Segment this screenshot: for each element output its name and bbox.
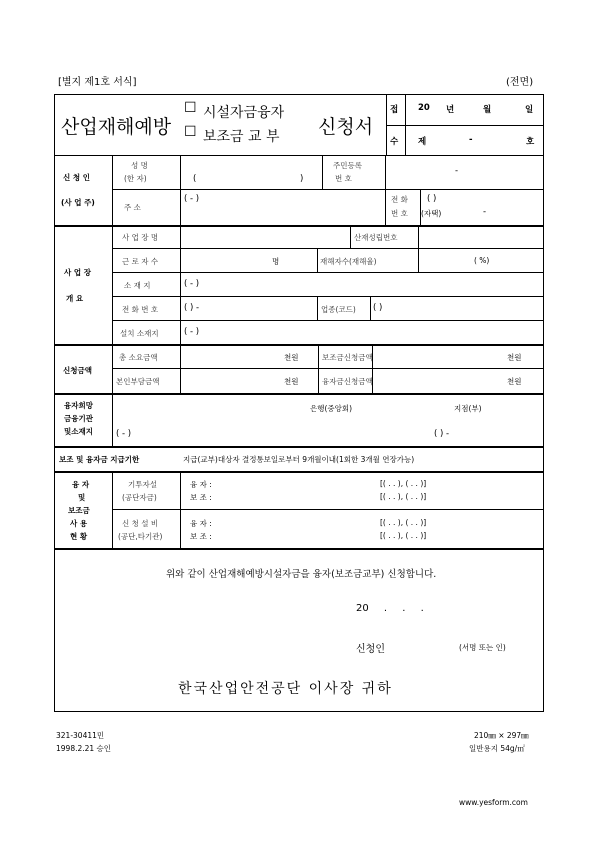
divider [385,155,386,189]
addressee: 한국산업안전공단 이사장 귀하 [178,681,393,697]
receipt-month-label: 월 [483,105,492,115]
divider [180,471,181,548]
divider [54,155,544,156]
status-section-label-2: 및 [78,493,86,502]
form-side: (전면) [506,77,534,88]
existing-investment-label: 기투자설 [128,480,157,489]
requested-facility-sub: (공단,타기관) [118,532,163,541]
bank-branch-label: 지점(부) [454,404,482,413]
receipt-day-label: 일 [525,105,534,115]
form-number: [별지 제1호 서식] [58,77,137,88]
total-cost-unit: 천원 [284,353,299,362]
divider [386,94,387,155]
id-number-label: 주민등록 [333,161,362,170]
divider [370,296,371,320]
title-option-loan: 시설자금융자 [203,105,285,121]
divider [54,225,544,227]
address-zip: ( - ) [184,194,200,204]
divider [112,509,544,510]
status-section-label-4: 사 용 [70,519,88,528]
divider [112,248,544,249]
checkbox-facility-loan[interactable]: ☐ [184,100,197,116]
applicant-section-label: 신 청 인 [63,173,90,182]
divider [385,189,386,225]
address-label: 주 소 [124,203,141,212]
receipt-year-prefix: 20 [418,103,430,113]
existing-investment-sub: (공단자금) [122,493,157,502]
existing-subsidy-label: 보 조 : [190,493,212,502]
approval-date: 1998.2.21 승인 [56,744,112,753]
receipt-label-top: 접 [390,105,399,115]
workers-unit: 명 [272,257,280,266]
name-label: 성 명 [131,161,148,170]
payment-deadline-text: 지급(교부)대상자 결정통보일로부터 9개월이내(1회한 3개월 연장가능) [183,455,415,464]
name-paren-close: ) [300,174,304,184]
requested-subsidy-pattern: [( . . ), ( . . )] [380,531,427,540]
signature-note: (서명 또는 인) [459,643,506,652]
receipt-year-label: 년 [446,105,455,115]
divider [112,155,113,393]
divider [112,272,544,273]
divider [54,446,544,448]
declaration-statement: 위와 같이 산업재해예방시설자금을 융자(보조금교부) 신청합니다. [166,569,437,580]
loan-amount-unit: 천원 [507,377,522,386]
divider [420,189,421,225]
divider [418,248,419,272]
subsidy-amount-label: 보조금신청금액 [322,353,373,362]
self-burden-label: 본인부담금액 [116,377,160,386]
status-section-label-5: 현 황 [70,532,88,541]
name-paren-open: ( [193,174,197,184]
divider [318,344,319,393]
divider [54,548,544,550]
applicant-section-sub: (사 업 주) [61,198,95,207]
phone-dash: - [483,207,487,217]
business-phone-label: 전 화 번 호 [122,305,159,314]
requested-subsidy-label: 보 조 : [190,532,212,541]
paper-weight: 일반용지 54g/㎡ [469,744,525,753]
divider [54,471,544,473]
requested-facility-label: 신 청 설 비 [122,519,159,528]
insurance-number-label: 산재성립번호 [354,233,398,242]
divider [317,248,318,272]
phone-home-label: (자택) [421,209,442,218]
amount-section-label: 신청금액 [63,366,92,375]
total-cost-label: 총 소요금액 [119,353,158,362]
location-label: 소 재 지 [124,281,151,290]
business-section-label: 사 업 장 [64,268,91,277]
business-phone-value: ( ) - [184,303,200,313]
bank-name-label: 은행(중앙회) [310,404,353,413]
name-hanja-label: (한 자) [124,174,147,183]
industry-code-label: 업종(코드) [321,305,356,314]
phone-label-2: 번 호 [391,209,408,218]
bank-section-label: 융자희망 [64,401,93,410]
requested-loan-pattern: [( . . ), ( . . )] [380,518,427,527]
divider [112,368,544,369]
bank-phone-value: ( ) - [434,429,450,439]
divider [418,225,419,248]
receipt-no-suffix: 호 [526,137,535,147]
divider [54,393,544,395]
accident-label: 재해자수(재해율) [320,257,377,266]
business-name-label: 사 업 장 명 [122,233,159,242]
divider [350,225,351,248]
divider [112,296,544,297]
existing-loan-pattern: [( . . ), ( . . )] [380,479,427,488]
checkbox-subsidy[interactable]: ☐ [184,124,197,140]
divider [322,155,323,189]
industry-code-paren: ( ) [373,303,383,313]
divider [405,94,406,155]
subsidy-amount-unit: 천원 [507,353,522,362]
bank-section-label-2: 금융기관 [64,414,93,423]
divider [54,344,544,346]
status-section-label: 융 자 [72,480,90,489]
applicant-signature-label: 신청인 [356,644,385,655]
existing-subsidy-pattern: [( . . ), ( . . )] [380,492,427,501]
id-number-dash: - [455,166,459,176]
divider [317,296,318,320]
loan-amount-label: 융자금신청금액 [322,377,373,386]
payment-deadline-label: 보조 및 융자금 지급기한 [59,455,140,464]
divider [386,125,544,126]
divider [112,189,544,190]
self-burden-unit: 천원 [284,377,299,386]
website-link[interactable]: www.yesform.com [459,798,528,807]
receipt-no-dash: - [469,135,473,145]
divider [112,471,113,548]
title-left: 산업재해예방 [61,116,172,138]
status-section-label-3: 보조금 [68,506,90,515]
bank-address-zip: ( - ) [116,429,132,439]
workers-label: 근 로 자 수 [122,257,159,266]
divider [112,393,113,446]
location-zip: ( - ) [184,279,200,289]
divider [180,155,181,393]
form-code: 321-30411민 [56,731,105,740]
title-right: 신청서 [318,116,374,138]
id-number-label-2: 번 호 [335,174,352,183]
bank-section-label-3: 및소재지 [64,427,93,436]
accident-rate: ( %) [474,256,490,265]
receipt-no-prefix: 제 [418,137,427,147]
facility-location-zip: ( - ) [184,327,200,337]
phone-label: 전 화 [391,195,408,204]
existing-loan-label: 융 자 : [190,480,212,489]
receipt-label-bottom: 수 [390,137,399,147]
phone-area-code: ( ) [427,194,437,204]
business-section-sub: 개 요 [66,294,84,303]
paper-size: 210㎜ × 297㎜ [474,731,529,740]
title-option-subsidy: 보조금 교 부 [203,129,280,145]
divider [112,320,544,321]
requested-loan-label: 융 자 : [190,519,212,528]
facility-location-label: 설치 소재지 [120,329,159,338]
declaration-date: 20 . . . [356,603,424,614]
